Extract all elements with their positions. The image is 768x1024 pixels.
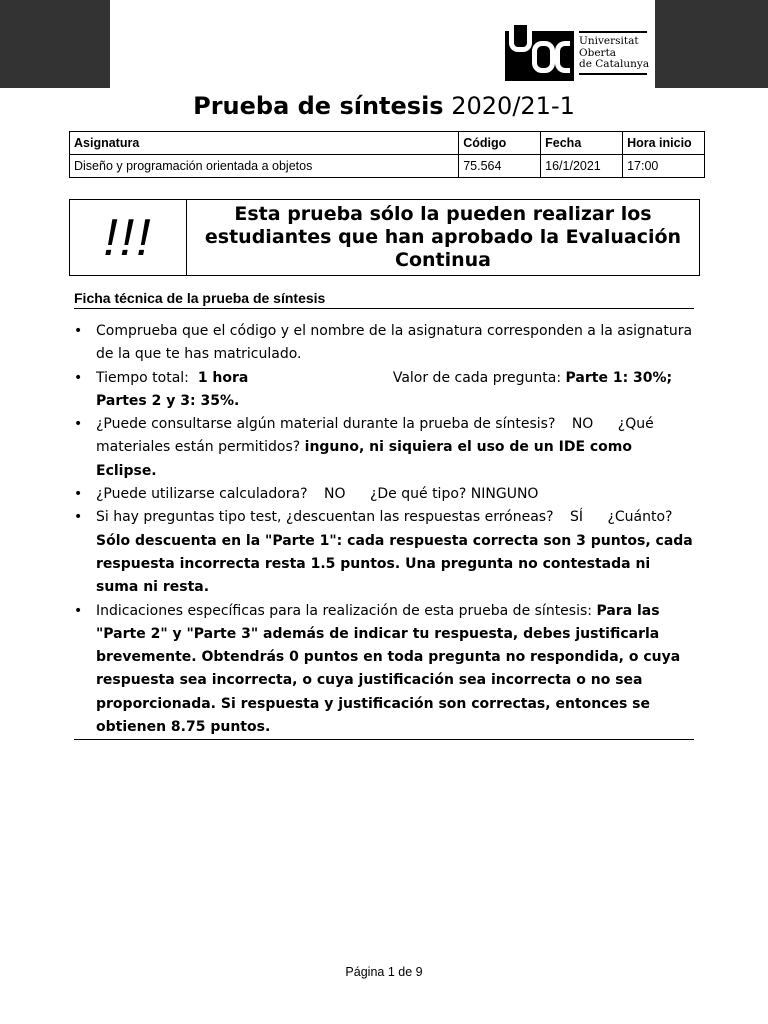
list-item: • Si hay preguntas tipo test, ¿descuentan las respuestas erróneas? SÍ ¿Cuánto? Sólo descuenta en la "Parte 1": cada respuesta correcta son 3 puntos, cada respuesta incorrecta resta 1.5 puntos. Una pregunta no contestada ni suma ni resta. — [74, 506, 694, 599]
list-item: • Indicaciones específicas para la realización de esta prueba de síntesis: Para las "Parte 2" y "Parte 3" además de indicar tu respuesta, debes justificarla brevemente. Obtendrás 0 puntos en toda pregunta no respondida, o cuya respuesta sea incorrecta, o cuya justificación sea incorrecta o no sea proporcionada. Si respuesta y justificación son correctas, entonces se obtienen 8.75 puntos. — [74, 600, 694, 740]
page-number: Página 1 de 9 — [345, 965, 423, 979]
table-row — [70, 155, 705, 178]
uoc-logo-text: Universitat Oberta de Catalunya — [579, 31, 647, 75]
instructions-list — [74, 320, 694, 739]
cell-asignatura: Diseño y programación orientada a objetos — [70, 155, 459, 178]
header-fecha: Fecha — [541, 132, 623, 155]
subject-info-table — [69, 131, 705, 178]
uoc-logo — [505, 31, 650, 81]
cell-fecha: 16/1/2021 — [541, 155, 623, 178]
exclamation-icon: !!! — [70, 200, 187, 275]
header-codigo: Código — [459, 132, 541, 155]
page-title: Prueba de síntesis 2020/21-1 — [193, 92, 575, 120]
header-corner-right — [655, 0, 768, 88]
list-item: • Comprueba que el código y el nombre de la asignatura corresponden a la asignatura de la que te has matriculado. — [74, 320, 694, 367]
section-title: Ficha técnica de la prueba de síntesis — [74, 290, 694, 309]
list-item: • ¿Puede consultarse algún material durante la prueba de síntesis? NO ¿Qué materiales están permitidos? inguno, ni siquiera el uso de un IDE como Eclipse. — [74, 413, 694, 483]
header-corner-left — [0, 0, 110, 88]
warning-message: Esta prueba sólo la pueden realizar los estudiantes que han aprobado la Evaluación Continua — [204, 203, 682, 271]
divider — [74, 739, 694, 740]
warning-box — [69, 199, 700, 276]
cell-hora-inicio: 17:00 — [623, 155, 705, 178]
table-header-row — [70, 132, 705, 155]
list-item: • ¿Puede utilizarse calculadora? NO ¿De qué tipo? NINGUNO — [74, 483, 694, 506]
header-hora-inicio: Hora inicio — [623, 132, 705, 155]
uoc-logo-mark — [505, 31, 574, 81]
list-item: • Tiempo total: 1 hora Valor de cada pregunta: Parte 1: 30%; Partes 2 y 3: 35%. — [74, 367, 694, 414]
header-asignatura: Asignatura — [70, 132, 459, 155]
cell-codigo: 75.564 — [459, 155, 541, 178]
